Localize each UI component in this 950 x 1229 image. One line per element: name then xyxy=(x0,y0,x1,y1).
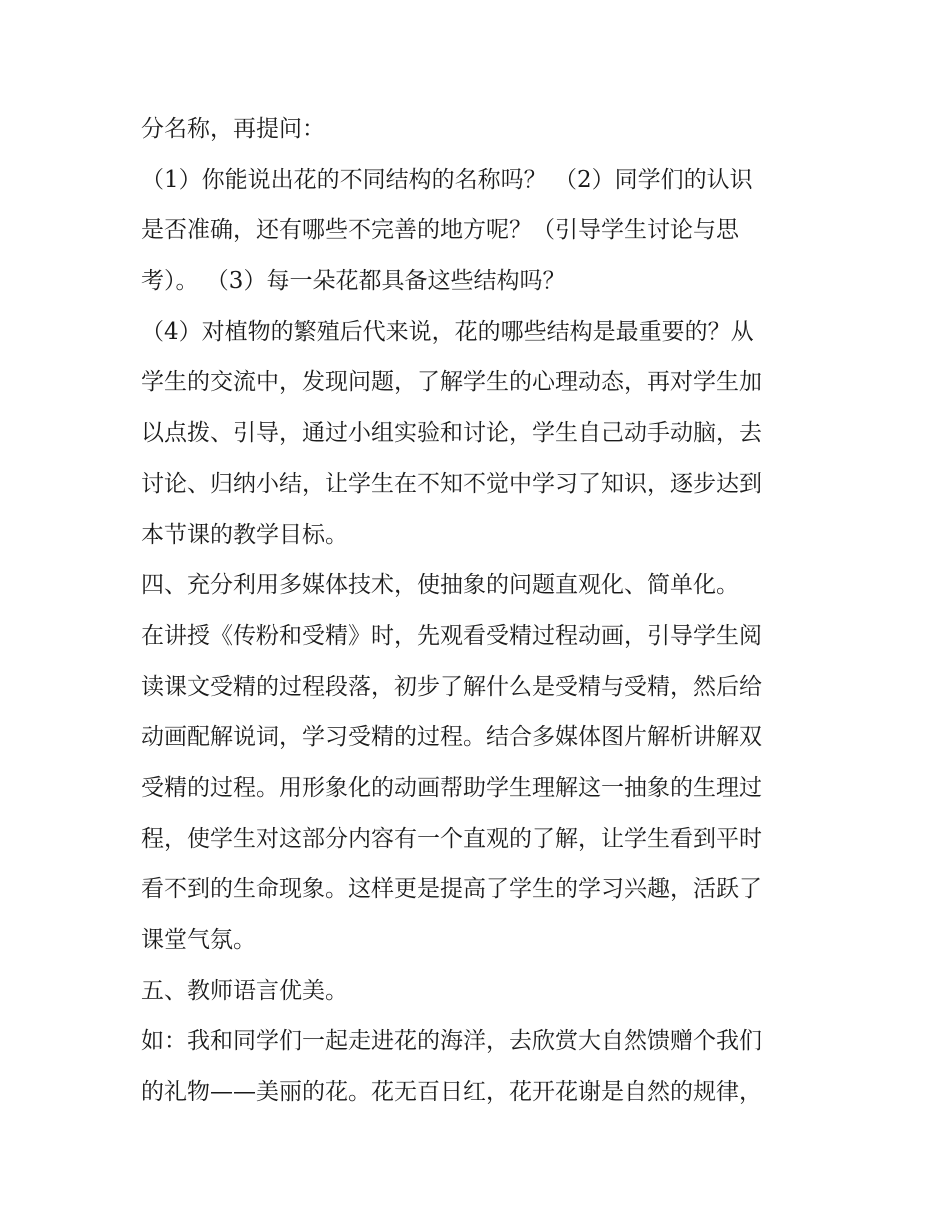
text-line: 考）。 （3）每一朵花都具备这些结构吗？ xyxy=(141,268,566,295)
section-heading: 四、充分利用多媒体技术，使抽象的问题直观化、简单化。 xyxy=(141,572,739,599)
text-line: 课堂气氛。 xyxy=(141,927,256,953)
text-line: 在讲授《传粉和受精》时，先观看受精过程动画，引导学生阅 xyxy=(141,622,762,649)
text-line: 看不到的生命现象。这样更是提高了学生的学习兴趣，活跃了 xyxy=(141,876,762,903)
text-line: 如：我和同学们一起走进花的海洋，去欣赏大自然馈赠个我们 xyxy=(141,1028,762,1055)
text-line: （4）对植物的繁殖后代来说，花的哪些结构是最重要的？从 xyxy=(141,318,754,345)
text-line: 学生的交流中，发现问题，了解学生的心理动态，再对学生加 xyxy=(141,369,762,396)
text-line: 以点拨、引导，通过小组实验和讨论，学生自己动手动脑，去 xyxy=(141,420,762,447)
section-heading: 五、教师语言优美。 xyxy=(141,977,348,1004)
text-line: 分名称，再提问： xyxy=(141,116,325,142)
text-line: 程，使学生对这部分内容有一个直观的了解，让学生看到平时 xyxy=(141,825,762,852)
text-line: 讨论、归纳小结，让学生在不知不觉中学习了知识，逐步达到 xyxy=(141,470,762,497)
text-line: 动画配解说词，学习受精的过程。结合多媒体图片解析讲解双 xyxy=(141,724,762,751)
text-line: 本节课的教学目标。 xyxy=(141,521,348,548)
text-line: （1）你能说出花的不同结构的名称吗？ （2）同学们的认识 xyxy=(141,166,753,193)
text-line: 是否准确，还有哪些不完善的地方呢？（引导学生讨论与思 xyxy=(141,217,739,244)
body-text xyxy=(141,104,811,1118)
text-line: 的礼物——美丽的花。花无百日红，花开花谢是自然的规律， xyxy=(141,1079,762,1106)
text-line: 读课文受精的过程段落，初步了解什么是受精与受精，然后给 xyxy=(141,673,762,700)
text-line: 受精的过程。用形象化的动画帮助学生理解这一抽象的生理过 xyxy=(141,774,762,801)
